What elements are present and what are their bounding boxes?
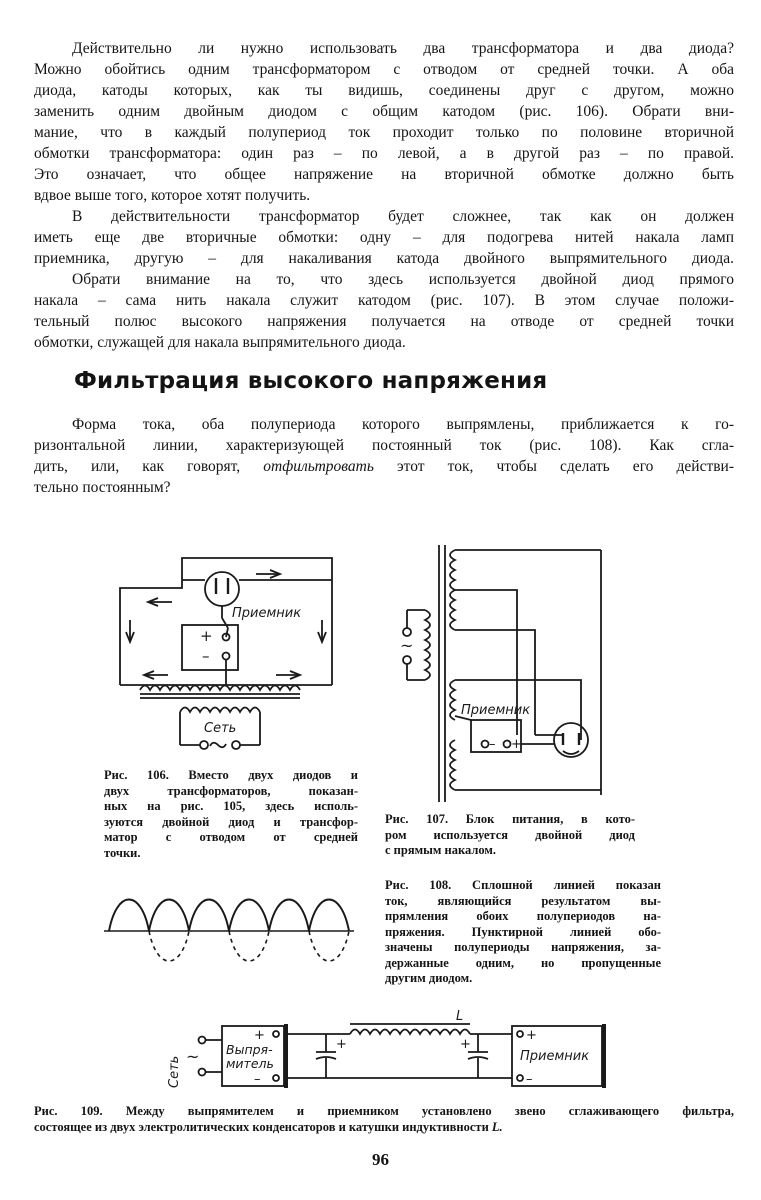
text-line: приемника, другую – для накаливания катода двойного выпрямительного диода.: [34, 250, 734, 267]
figure-106-circuit: [100, 540, 340, 765]
transformer-winding: [450, 550, 455, 630]
text-line: Обрати внимание на то, что здесь используется двойной диод прямого: [72, 271, 734, 288]
caption-line: зуются двойной диод и трансфор-: [104, 814, 358, 829]
text-line: дить, или, как говорят, отфильтровать этот ток, чтобы сделать его действи-: [34, 458, 735, 475]
fig109-rectifier-line2: митель: [226, 1056, 274, 1071]
caption-line: двух трансформаторов, показан-: [104, 783, 358, 798]
text-line: Это означает, что общее напряжение на вторичной обмотке должно быть: [34, 166, 734, 183]
double-diode-icon: [554, 723, 588, 757]
caption-line: значены полупериоды напряжения, за-: [385, 940, 661, 954]
terminal: [232, 741, 240, 749]
terminal: [517, 1075, 523, 1081]
fig107-receiver-label: Приемник: [461, 703, 531, 718]
caption-line: Рис. 109. Между выпрямителем и приемником установлено звено сглаживающего фильтра,: [34, 1104, 734, 1118]
transformer-winding: [425, 610, 430, 680]
caption-line: Рис. 107. Блок питания, в кото-: [385, 812, 635, 826]
diode-filament: [563, 751, 579, 754]
terminal: [200, 741, 208, 749]
text-line: заменить одним двойным диодом с общим катодом (рис. 106). Обрати вни-: [34, 103, 734, 120]
terminal: [504, 741, 511, 748]
fig109-cap1-plus: +: [336, 1037, 347, 1052]
fig109-inductor-label: L: [456, 1009, 464, 1024]
caption-line: матор с отводом от средней: [104, 830, 358, 844]
fig109-mains-tilde: ~: [186, 1047, 200, 1066]
tilde-icon: [210, 743, 226, 748]
text-line: обмотки, служащей для накала выпрямительного диода.: [34, 334, 406, 351]
caption-line: прямления обоих полупериодов на-: [385, 909, 661, 923]
paragraph-3: [34, 269, 734, 353]
wire: [182, 558, 332, 685]
double-diode-icon: [205, 572, 239, 606]
terminal: [273, 1031, 279, 1037]
figure-107-caption: [385, 812, 635, 859]
fig106-minus: –: [202, 647, 210, 665]
caption-line: точки.: [104, 845, 141, 860]
terminal: [199, 1069, 206, 1076]
text-line: вдвое выше того, которое хотят получить.: [34, 187, 311, 204]
fig109-cap2-plus: +: [460, 1037, 471, 1052]
fig109-rectifier-line1: Выпря-: [226, 1042, 273, 1057]
caption-line: состоящее из двух электролитических конденсаторов и катушки индуктивности L.: [34, 1119, 503, 1134]
section-heading: Фильтрация высокого напряжения: [74, 368, 548, 394]
caption-line: другим диодом.: [385, 971, 473, 985]
wire: [226, 628, 228, 637]
fig106-plus: +: [200, 627, 213, 645]
text-line: иметь еще две вторичные обмотки: одну – для подогрева нитей накала ламп: [34, 229, 734, 246]
text-line: тельно постоянным?: [34, 479, 171, 496]
text-line: тельный полюс высокого напряжения получается на отводе от средней точки: [34, 313, 734, 330]
emphasis: отфильтровать: [263, 458, 374, 475]
rectified-wave: [109, 900, 349, 932]
caption-line: пряжения. Пунктирной линией обо-: [385, 924, 661, 939]
transformer-winding: [140, 686, 300, 691]
text-line: ризонтальной линии, характеризующей постоянный ток (рис. 108). Как сгла-: [34, 437, 734, 454]
transformer-winding: [450, 680, 455, 720]
caption-line: Рис. 108. Сплошной линией показан: [385, 878, 661, 892]
figure-108-caption: [385, 878, 661, 987]
fig109-rectifier-minus: –: [254, 1072, 261, 1087]
paragraph-1: [34, 38, 734, 206]
fig107-tilde: ~: [400, 636, 414, 655]
wire: [222, 618, 228, 628]
transformer-winding: [450, 740, 455, 790]
caption-emphasis: L.: [491, 1119, 503, 1134]
fig109-receiver-minus: –: [526, 1072, 533, 1087]
caption-line: ных на рис. 105, здесь исполь-: [104, 799, 358, 813]
blocked-half-wave: [149, 931, 349, 961]
caption-line: ток, являющийся результатом вы-: [385, 893, 661, 908]
figure-109-caption: [34, 1104, 734, 1135]
figure-106-caption: [104, 768, 358, 861]
transformer-winding: [180, 708, 260, 713]
text-line: Действительно ли нужно использовать два трансформатора и два диода?: [72, 40, 734, 57]
text-line: накала – сама нить накала служит катодом (рис. 107). В этом случае положи-: [34, 292, 734, 309]
figure-108-waveform: [104, 885, 354, 975]
terminal: [482, 741, 489, 748]
paragraph-4: [34, 414, 734, 498]
terminal: [223, 653, 230, 660]
terminal: [403, 656, 411, 664]
fig109-mains-label: Сеть: [167, 1055, 182, 1088]
caption-line: Рис. 106. Вместо двух диодов и: [104, 768, 358, 782]
fig106-mains-label: Сеть: [204, 721, 237, 736]
fig107-minus: –: [489, 737, 496, 752]
caption-line: с прямым накалом.: [385, 843, 496, 857]
text-line: мание, что в каждый полупериод ток проходит только по половине вторичной: [34, 124, 734, 141]
text-line: Форма тока, оба полупериода которого выпрямлены, приближается к го-: [72, 416, 734, 433]
terminal: [403, 628, 411, 636]
page-number: 96: [372, 1150, 389, 1169]
text-line: обмотки трансформатора: один раз – по левой, а в другой раз – по правой.: [34, 145, 734, 162]
caption-line: ром используется двойной диод: [385, 827, 635, 842]
inductor-coil: [350, 1030, 470, 1035]
paragraph-2: [34, 206, 734, 269]
figure-107-circuit: [395, 540, 615, 810]
fig109-rectifier-plus: +: [254, 1028, 265, 1043]
fig109-receiver-plus: +: [526, 1028, 537, 1043]
figure-109-filter-circuit: [150, 1010, 630, 1100]
terminal: [517, 1031, 523, 1037]
fig106-receiver-label: Приемник: [232, 606, 302, 621]
text-line: В действительности трансформатор будет сложнее, так как он должен: [72, 208, 734, 225]
caption-line: держанные одним, но пропущенные: [385, 955, 661, 970]
text-line: диода, катоды которых, как ты видишь, соединены друг с другом, можно: [34, 82, 734, 99]
fig109-receiver-label: Приемник: [520, 1049, 590, 1064]
fig107-plus: +: [511, 737, 522, 752]
terminal: [199, 1037, 206, 1044]
terminal: [273, 1075, 279, 1081]
text-line: Можно обойтись одним трансформатором с отводом от средней точки. А оба: [34, 61, 734, 78]
